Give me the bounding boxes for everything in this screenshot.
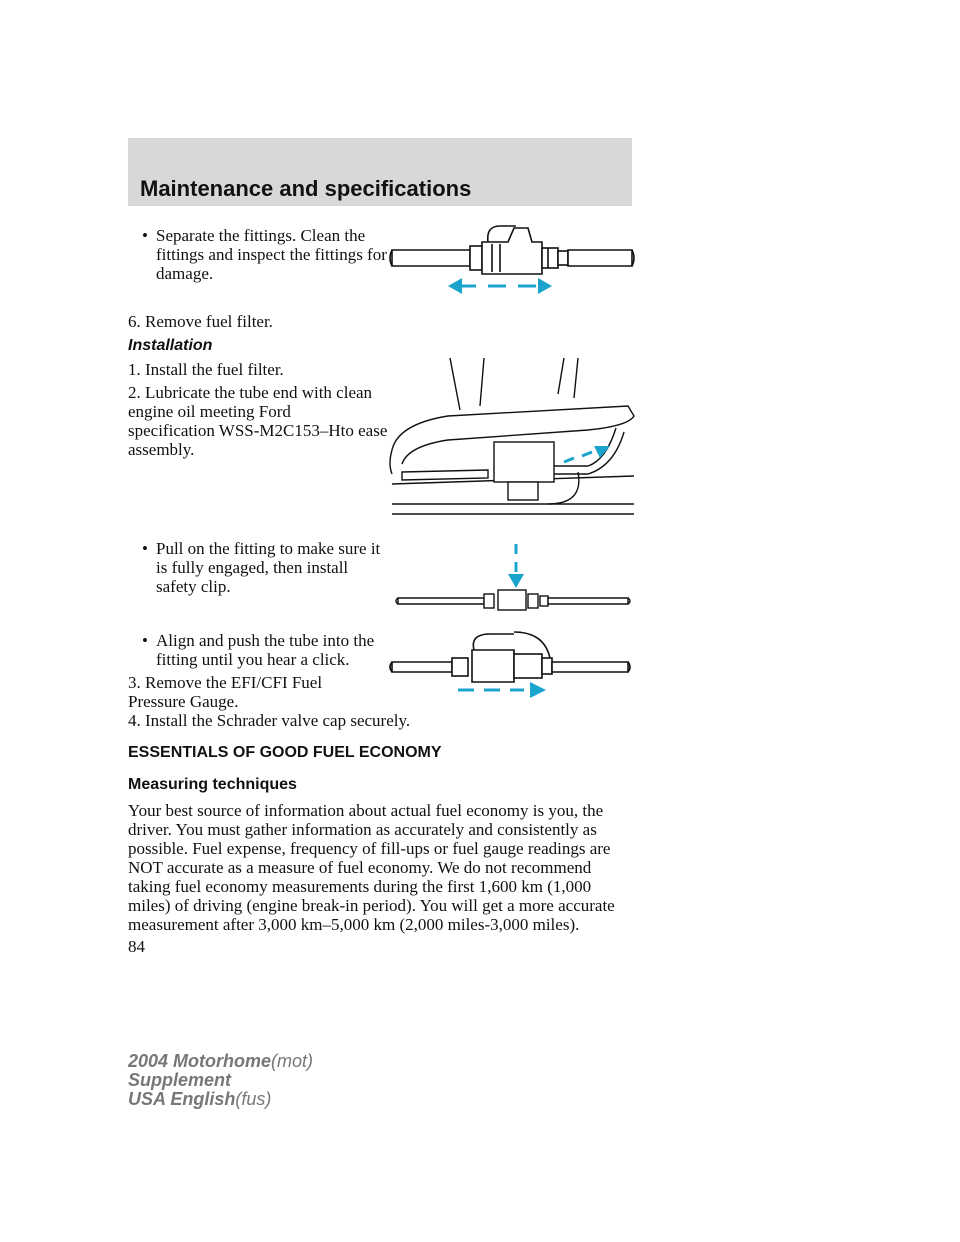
section-heading: ESSENTIALS OF GOOD FUEL ECONOMY: [128, 744, 442, 761]
step-remove-filter: 6. Remove fuel filter.: [128, 312, 273, 331]
text-line: possible. Fuel expense, frequency of fill-ups or fuel gauge readings are: [128, 839, 611, 858]
text-line: fittings and inspect the fittings for: [156, 245, 387, 264]
footer-supplement: Supplement: [128, 1070, 232, 1090]
footer-language-code: (fus): [235, 1089, 272, 1109]
fitting-separation-illustration: [388, 218, 638, 304]
text-line: fitting until you hear a click.: [156, 650, 350, 669]
text-line: Pull on the fitting to make sure it: [156, 539, 381, 558]
text-line: is fully engaged, then install: [156, 558, 349, 577]
install-step-4: 4. Install the Schrader valve cap securely.: [128, 711, 411, 730]
bullet-pull-fitting: [142, 539, 381, 596]
text-line: engine oil meeting Ford: [128, 402, 291, 421]
text-line: 2. Lubricate the tube end with clean: [128, 383, 373, 402]
text-line: damage.: [156, 264, 214, 283]
bullet-marker: •: [142, 631, 148, 650]
text-line: taking fuel economy measurements during the first 1,600 km (1,000: [128, 877, 592, 896]
install-step-3: [128, 673, 322, 711]
text-line: driver. You must gather information as accurately and consistently as: [128, 820, 597, 839]
fuel-filter-frame-illustration: [388, 354, 638, 526]
sub-heading: Measuring techniques: [128, 776, 297, 793]
align-push-illustration: [388, 628, 638, 700]
text-line: specification WSS-M2C153–Hto ease: [128, 421, 388, 440]
install-step-2: [128, 383, 387, 459]
text-line: Align and push the tube into the: [156, 631, 375, 650]
text-line: Your best source of information about actual fuel economy is you, the: [128, 801, 604, 820]
page-title: Maintenance and specifications: [140, 176, 472, 201]
text-line: safety clip.: [156, 577, 231, 596]
footer-model: 2004 Motorhome: [128, 1051, 272, 1071]
text-line: Pressure Gauge.: [128, 692, 239, 711]
text-line: Separate the fittings. Clean the: [156, 226, 366, 245]
safety-clip-illustration: [388, 542, 638, 612]
bullet-marker: •: [142, 539, 148, 558]
text-line: miles) of driving (engine break-in period). You will get a more accurate: [128, 896, 615, 915]
installation-heading: Installation: [128, 337, 213, 354]
bullet-align-tube: [142, 631, 375, 669]
text-line: measurement after 3,000 km–5,000 km (2,000 miles-3,000 miles).: [128, 915, 580, 934]
footer-model-code: (mot): [271, 1051, 314, 1071]
page-number: 84: [128, 937, 145, 956]
text-line: 3. Remove the EFI/CFI Fuel: [128, 673, 323, 692]
text-line: NOT accurate as a measure of fuel economy. We do not recommend: [128, 858, 592, 877]
bullet-marker: •: [142, 226, 148, 245]
footer-language: USA English: [128, 1089, 236, 1109]
text-line: assembly.: [128, 440, 195, 459]
install-step-1: 1. Install the fuel filter.: [128, 360, 284, 379]
footer-document-id: [128, 1052, 313, 1109]
bullet-separate-fittings: [142, 226, 387, 283]
fuel-economy-paragraph: [128, 801, 615, 934]
